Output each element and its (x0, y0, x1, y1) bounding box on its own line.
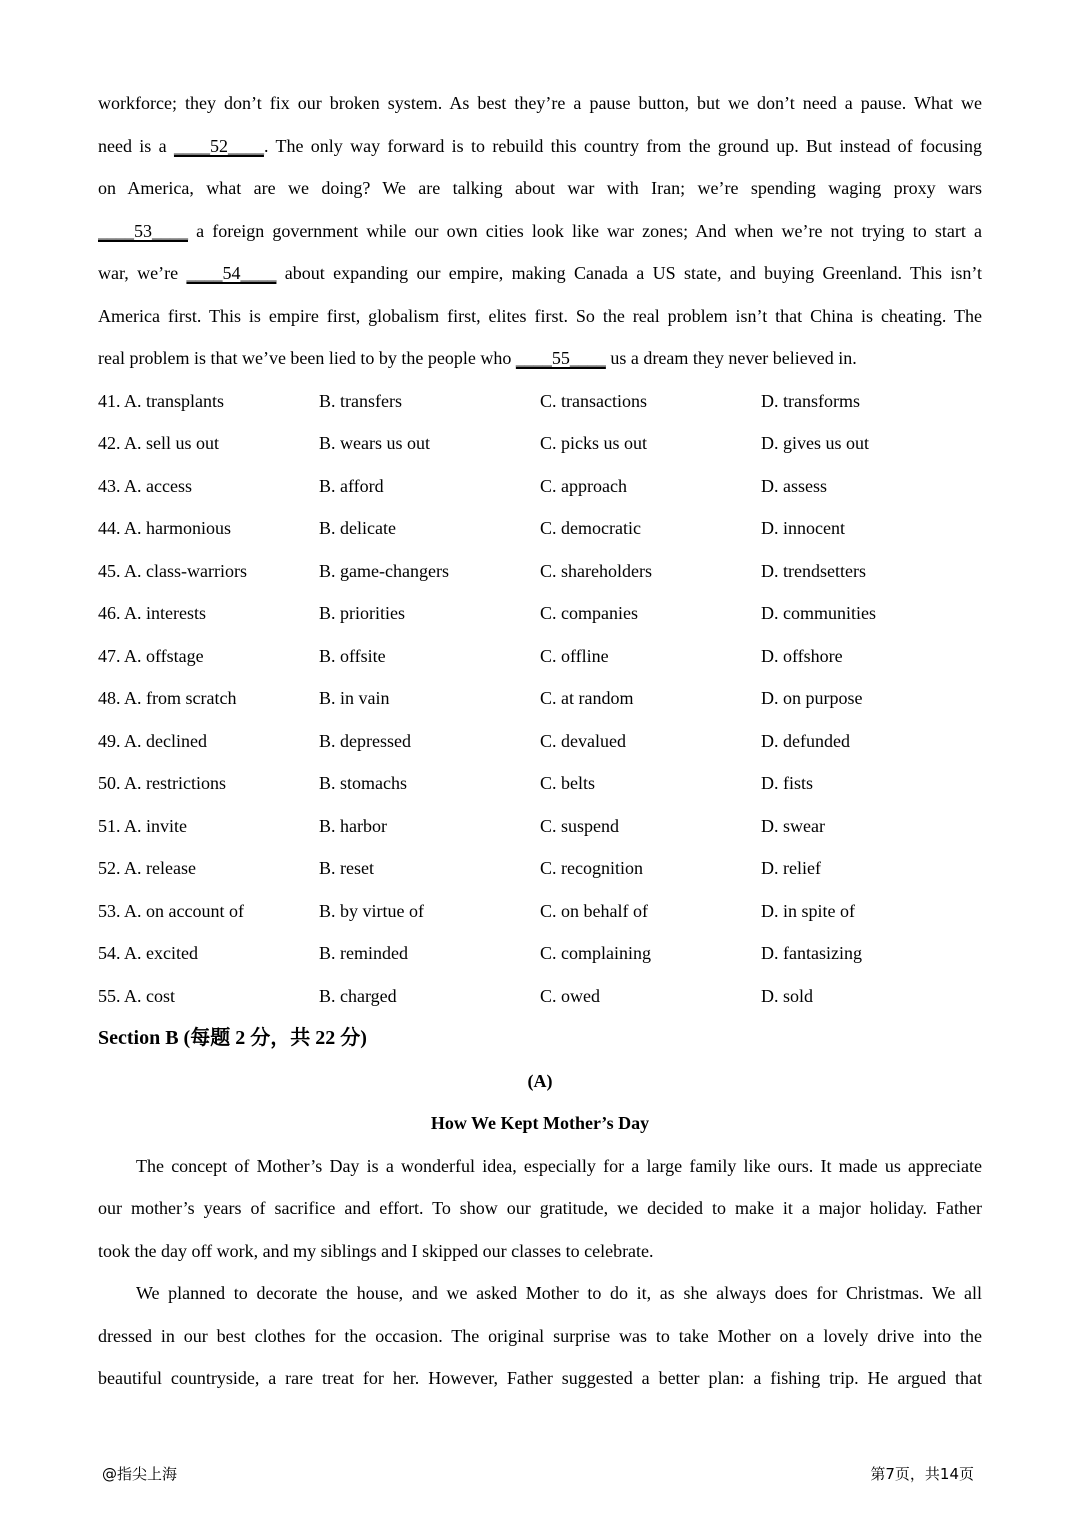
option-c: C. devalued (540, 730, 626, 751)
option-c: C. complaining (540, 943, 651, 963)
option-c: C. democratic (540, 518, 641, 538)
option-a: 55. A. cost (98, 985, 176, 1006)
option-a: 42. A. sell us out (98, 433, 220, 453)
option-b: B. delicate (319, 518, 396, 538)
blank-52: ____52____ (173, 135, 264, 156)
option-row-55 (98, 975, 982, 1018)
option-row-45 (98, 550, 982, 593)
blank-53: ____53____ (98, 220, 188, 241)
option-d: D. communities (761, 603, 876, 623)
option-c: C. offline (540, 645, 609, 666)
option-b: B. in vain (319, 688, 390, 708)
page-number: 第7页，共14页 (870, 1465, 974, 1483)
option-d: D. transforms (761, 390, 860, 411)
option-a: 43. A. access (98, 475, 192, 496)
option-c: C. belts (540, 773, 596, 793)
option-a: 48. A. from scratch (98, 688, 237, 708)
article-paragraph-1 (98, 1145, 982, 1273)
option-a: 54. A. excited (98, 943, 198, 963)
passage-line: America first. This is empire first, globalism first, elites first. So the real problem isn’t that China is cheating. The (98, 305, 982, 326)
option-a: 45. A. class-warriors (98, 560, 247, 581)
options-list (98, 380, 982, 1018)
option-row-41 (98, 380, 982, 423)
option-a: 47. A. offstage (98, 645, 204, 666)
option-c: C. suspend (540, 815, 620, 836)
passage-line: real problem is that we’ve been lied to by the people who ____55____ us a dream they never believed in. (98, 348, 857, 368)
paragraph-line: beautiful countryside, a rare treat for her. However, Father suggested a better plan: a fishing trip. He argued that (98, 1368, 982, 1388)
option-row-52 (98, 847, 982, 890)
option-a: 41. A. transplants (98, 390, 224, 411)
option-c: C. at random (540, 688, 634, 708)
article-paragraph-2 (98, 1272, 982, 1400)
footer-source: @指尖上海 (102, 1465, 178, 1483)
option-b: B. depressed (319, 730, 411, 751)
option-row-47 (98, 635, 982, 678)
paragraph-line: our mother’s years of sacrifice and effort. To show our gratitude, we decided to make it a major holiday. Father (98, 1198, 982, 1218)
blank-55: ____55____ (515, 348, 606, 368)
blank-54: ____54____ (186, 263, 277, 283)
passage-line: on America, what are we doing? We are talking about war with Iran; we’re spending waging proxy wars (98, 178, 982, 198)
paragraph-line: dressed in our best clothes for the occasion. The original surprise was to take Mother on a lovely drive into the (98, 1325, 982, 1346)
option-d: D. gives us out (761, 433, 869, 453)
option-b: B. reset (319, 858, 374, 878)
option-a: 50. A. restrictions (98, 773, 226, 793)
option-c: C. on behalf of (540, 900, 648, 921)
option-c: C. companies (540, 603, 638, 623)
option-a: 46. A. interests (98, 603, 206, 623)
option-d: D. in spite of (761, 900, 855, 921)
paragraph-line: took the day off work, and my siblings and I skipped our classes to celebrate. (98, 1240, 654, 1261)
option-d: D. fists (761, 773, 814, 793)
option-d: D. swear (761, 815, 825, 836)
option-b: B. afford (319, 475, 384, 496)
option-b: B. harbor (319, 815, 387, 836)
option-row-48 (98, 677, 982, 720)
passage-line: need is a ____52____. The only way forward is to rebuild this country from the ground up. But instead of focusing (98, 135, 982, 156)
option-a: 44. A. harmonious (98, 518, 231, 538)
option-row-51 (98, 805, 982, 848)
option-c: C. approach (540, 475, 627, 496)
option-row-43 (98, 465, 982, 508)
document-page (98, 82, 982, 1400)
option-b: B. reminded (319, 943, 408, 963)
option-b: B. offsite (319, 645, 386, 666)
paragraph-line: We planned to decorate the house, and we asked Mother to do it, as she always does for Christmas. We all (136, 1283, 982, 1303)
option-c: C. recognition (540, 858, 643, 878)
option-b: B. wears us out (319, 433, 430, 453)
option-c: C. shareholders (540, 560, 652, 581)
option-d: D. trendsetters (761, 560, 866, 581)
option-d: D. fantasizing (761, 943, 862, 963)
option-row-50 (98, 762, 982, 805)
option-d: D. innocent (761, 518, 845, 538)
option-d: D. defunded (761, 730, 850, 751)
passage-line: ____53____ a foreign government while our own cities look like war zones; And when we’re not trying to start a (98, 220, 982, 241)
option-b: B. stomachs (319, 773, 407, 793)
option-a: 51. A. invite (98, 815, 187, 836)
option-d: D. assess (761, 475, 827, 496)
passage (98, 82, 982, 380)
option-d: D. offshore (761, 645, 843, 666)
option-b: B. by virtue of (319, 900, 424, 921)
option-a: 52. A. release (98, 858, 196, 878)
option-c: C. picks us out (540, 433, 648, 453)
part-label: (A) (527, 1070, 553, 1091)
option-d: D. relief (761, 858, 821, 878)
option-row-46 (98, 592, 982, 635)
option-d: D. on purpose (761, 688, 863, 708)
option-b: B. priorities (319, 603, 405, 623)
option-b: B. game-changers (319, 560, 449, 581)
option-b: B. transfers (319, 390, 402, 411)
paragraph-line: The concept of Mother’s Day is a wonderful idea, especially for a large family like ours. It made us appreciate (136, 1155, 982, 1176)
option-a: 53. A. on account of (98, 900, 244, 921)
option-c: C. owed (540, 985, 600, 1006)
option-c: C. transactions (540, 390, 647, 411)
section-b-title: Section B (每题 2 分，共 22 分) (98, 1027, 367, 1049)
option-row-42 (98, 422, 982, 465)
option-row-53 (98, 890, 982, 933)
passage-line: workforce; they don’t fix our broken system. As best they’re a pause button, but we don’t need a pause. What we (98, 93, 982, 113)
option-d: D. sold (761, 985, 814, 1006)
option-a: 49. A. declined (98, 730, 207, 751)
option-row-54 (98, 932, 982, 975)
article-title: How We Kept Mother’s Day (430, 1113, 650, 1133)
option-row-49 (98, 720, 982, 763)
passage-line: war, we’re ____54____ about expanding our empire, making Canada a US state, and buying Greenland. This isn’t (98, 263, 982, 283)
option-b: B. charged (319, 985, 397, 1006)
option-row-44 (98, 507, 982, 550)
